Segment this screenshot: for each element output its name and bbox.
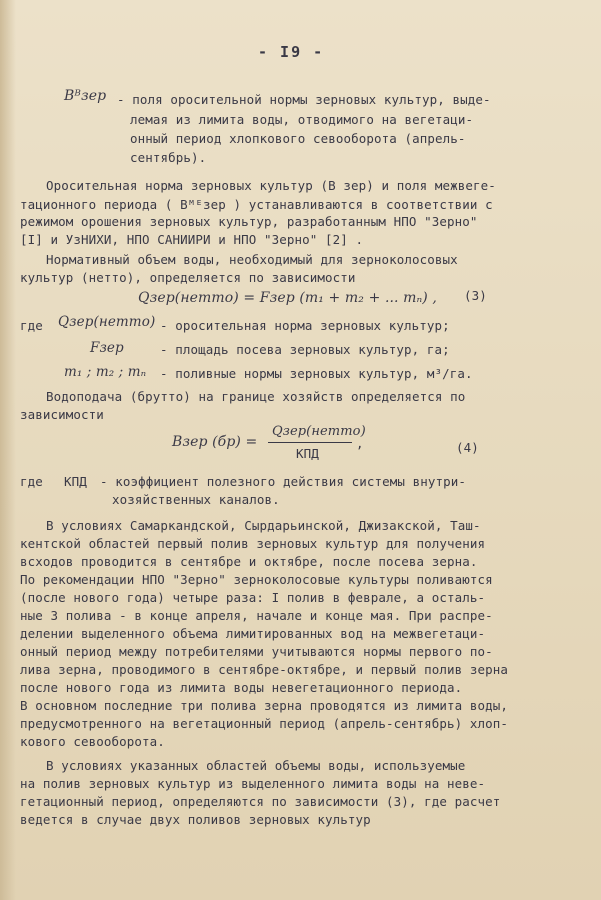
- body-line: предусмотренного на вегетационный период (апрель-сентябрь) хлоп-: [20, 716, 509, 731]
- formula-4-denominator: КПД: [296, 446, 319, 461]
- para1-line-4: [I] и УзНИХИ, НПО САНИИРИ и НПО "Зерно" [2] .: [20, 232, 364, 247]
- page-number: - I9 -: [258, 43, 325, 61]
- def1-line-2: лемая из лимита воды, отводимого на вегетаци-: [130, 112, 474, 127]
- def1-line-1: - поля оросительной нормы зерновых культур, выде-: [117, 92, 491, 107]
- def1-line-4: сентябрь).: [130, 150, 207, 165]
- body-line: (после нового года) четыре раза: I полив в феврале, а осталь-: [20, 590, 486, 605]
- body-line: лива зерна, проводимого в сентябре-октябре, и первый полив зерна: [20, 662, 509, 677]
- body-line: онный период между потребителями учитываются нормы первого по-: [20, 644, 493, 659]
- para3-line-1: Водоподача (брутто) на границе хозяйств определяется по: [46, 389, 466, 404]
- body-line: кового севооборота.: [20, 734, 165, 749]
- formula-4-numerator: Qзер(нетто): [272, 424, 366, 439]
- body-line: В условиях Самаркандской, Сырдарьинской, Джизакской, Таш-: [46, 518, 481, 533]
- body-line: делении выделенного объема лимитированных вод на межвегетаци-: [20, 626, 486, 641]
- body-line: По рекомендации НПО "Зерно" зерноколосовые культуры поливаются: [20, 572, 493, 587]
- para2-line-1: Нормативный объем воды, необходимый для зерноколосовых: [46, 252, 458, 267]
- body-line: на полив зерновых культур из выделенного лимита воды на неве-: [20, 776, 486, 791]
- formula-4-fraction-bar: [268, 442, 352, 443]
- formula-4-number: (4): [456, 440, 479, 455]
- body-line: ные 3 полива - в конце апреля, начале и конце мая. При распре-: [20, 608, 493, 623]
- formula-4-comma: ,: [356, 436, 364, 451]
- formula-4-lhs: Взер (бр) =: [172, 434, 258, 450]
- where-symbol-q: Qзер(нетто): [58, 314, 156, 330]
- body-line: кентской областей первый полив зерновых культур для получения: [20, 536, 486, 551]
- where-symbol-m: m₁ ; m₂ ; mₙ: [64, 364, 147, 380]
- where-symbol-f: Fзер: [90, 340, 124, 356]
- body-line: гетационный период, определяются по зависимости (3), где расчет: [20, 794, 501, 809]
- body-line: всходов проводится в сентябре и октябре, после посева зерна.: [20, 554, 478, 569]
- def1-symbol: Вᴮзер: [64, 88, 107, 104]
- para1-line-3: режимом орошения зерновых культур, разработанным НПО "Зерно": [20, 214, 478, 229]
- body-line: после нового года из лимита воды невегетационного периода.: [20, 680, 463, 695]
- where4-symbol: КПД: [64, 474, 87, 489]
- para2-line-2: культур (нетто), определяется по зависимости: [20, 270, 356, 285]
- where-desc-f: - площадь посева зерновых культур, га;: [160, 342, 450, 357]
- where4-line-1: - коэффициент полезного действия системы внутри-: [100, 474, 467, 489]
- para1-line-1: Оросительная норма зерновых культур (В зер) и поля межвеге-: [46, 178, 496, 193]
- formula-3-number: (3): [464, 288, 487, 303]
- body-line: В условиях указанных областей объемы воды, используемые: [46, 758, 466, 773]
- para1-line-2: тационного периода ( Вᴹᴱзер ) устанавливаются в соответствии с: [20, 197, 493, 212]
- body-line: ведется в случае двух поливов зерновых культур: [20, 812, 371, 827]
- body-line: В основном последние три полива зерна проводятся из лимита воды,: [20, 698, 509, 713]
- where4-line-2: хозяйственных каналов.: [112, 492, 280, 507]
- where-desc-m: - поливные нормы зерновых культур, м³/га.: [160, 366, 473, 381]
- def1-line-3: онный период хлопкового севооборота (апрель-: [130, 131, 466, 146]
- where4-label: где: [20, 474, 43, 489]
- where-desc-q: - оросительная норма зерновых культур;: [160, 318, 450, 333]
- where-label: где: [20, 318, 43, 333]
- para3-line-2: зависимости: [20, 407, 104, 422]
- formula-3: Qзер(нетто) = Fзер (m₁ + m₂ + ... mₙ) ,: [138, 290, 437, 306]
